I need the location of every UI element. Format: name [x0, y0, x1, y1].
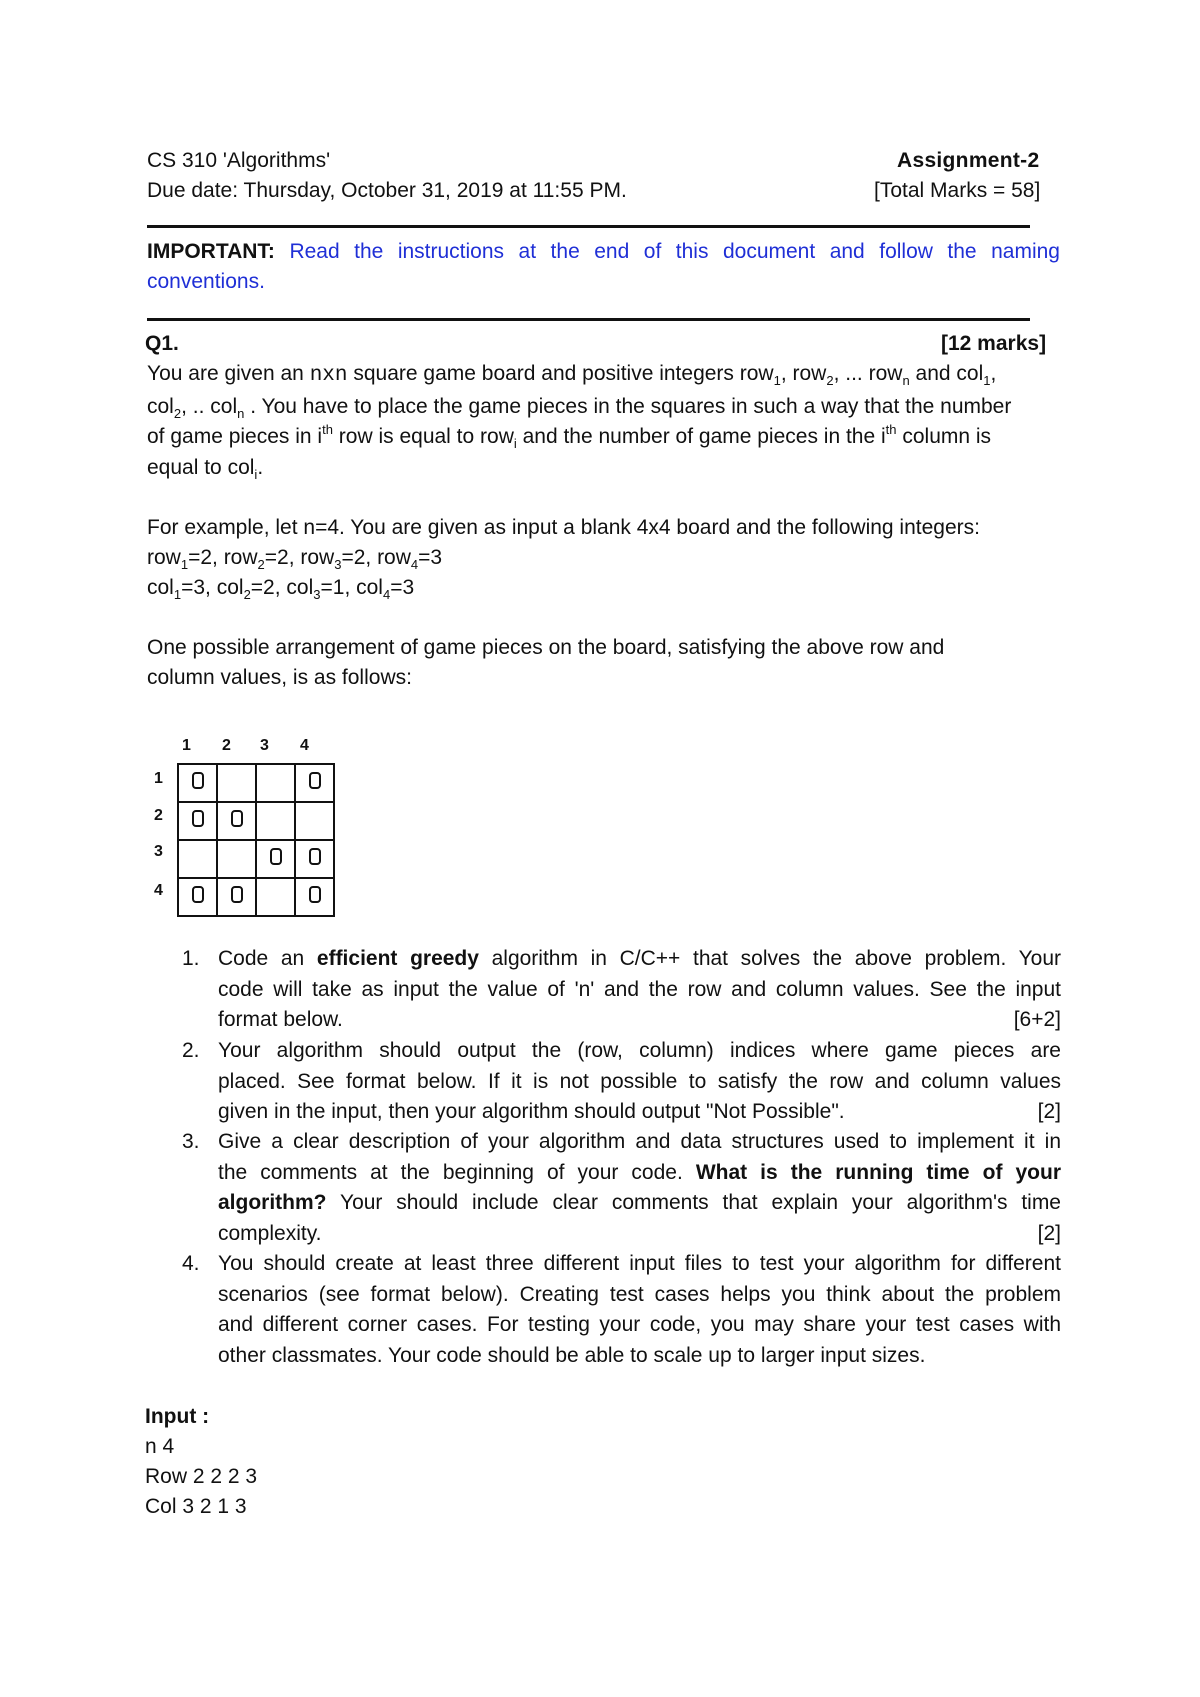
game-piece-icon: [270, 848, 282, 865]
game-piece-icon: [309, 848, 321, 865]
board-cell: [295, 878, 334, 916]
board-cell: [256, 840, 295, 878]
input-n: n 4: [145, 1435, 175, 1458]
board-cell: [256, 802, 295, 840]
board-cell: [178, 878, 217, 916]
game-piece-icon: [231, 810, 243, 827]
task-marks: [2]: [1037, 1100, 1061, 1123]
assignment-title: Assignment-2: [897, 149, 1040, 172]
board-cell: [178, 802, 217, 840]
input-col: Col 3 2 1 3: [145, 1495, 247, 1518]
example-cols: col$_1$=3, col$_2$=2, col$_3$=1, col$_4$=3: [147, 576, 415, 602]
q1-marks: [12 marks]: [941, 332, 1047, 355]
arrangement-text-1: One possible arrangement of game pieces on the board, satisfying the above row and: [147, 636, 945, 659]
input-label: Input :: [145, 1405, 210, 1428]
board-row-header: 4: [154, 882, 163, 899]
board-row-header: 2: [154, 807, 163, 824]
board-cell: [295, 840, 334, 878]
input-row: Row 2 2 2 3: [145, 1465, 258, 1488]
task-number: 1.: [182, 947, 200, 970]
board-col-header: 4: [300, 737, 309, 754]
example-rows: row$_1$=2, row$_2$=2, row$_3$=2, row$_4$=3: [147, 546, 443, 572]
due-date: Due date: Thursday, October 31, 2019 at 11:55 PM.: [147, 179, 627, 202]
board-cell: [217, 840, 256, 878]
game-piece-icon: [309, 772, 321, 789]
board-row-header: 3: [154, 843, 163, 860]
divider-top: [147, 225, 1030, 228]
q1-title: Q1.: [145, 332, 179, 355]
game-piece-icon: [192, 886, 204, 903]
total-marks: [Total Marks = 58]: [874, 179, 1041, 202]
course-title: CS 310 'Algorithms': [147, 149, 331, 172]
example-intro: For example, let n=4. You are given as input a blank 4x4 board and the following integers:: [147, 516, 980, 539]
task-number: 4.: [182, 1252, 200, 1275]
board-col-header: 2: [222, 737, 231, 754]
board-cell: [295, 764, 334, 802]
task-number: 2.: [182, 1039, 200, 1062]
task-number: 3.: [182, 1130, 200, 1153]
task-marks: [6+2]: [1013, 1008, 1061, 1031]
board-col-header: 3: [260, 737, 269, 754]
important-notice: [147, 237, 1060, 267]
board-row: [178, 802, 334, 840]
board-cell: [256, 764, 295, 802]
board-cell: [178, 840, 217, 878]
board-cell: [217, 802, 256, 840]
game-piece-icon: [192, 772, 204, 789]
task-marks: [2]: [1037, 1221, 1061, 1245]
board-row: [178, 840, 334, 878]
game-piece-icon: [231, 886, 243, 903]
board-row: [178, 764, 334, 802]
board-cell: [295, 802, 334, 840]
board-cell: [217, 878, 256, 916]
board-row: [178, 878, 334, 916]
board-cell: [178, 764, 217, 802]
important-text-1: Read the instructions at the end of this document and follow the naming: [289, 240, 1060, 263]
game-piece-icon: [192, 810, 204, 827]
game-piece-icon: [309, 886, 321, 903]
board-cell: [256, 878, 295, 916]
q1-statement: You are given an nxn square game board and positive integers row$_1$, row$_2$, ... row$_n$ and col$_1$, col$_2$, .. col$_n$ . You have to place the game pieces in the squares in such a way that the number of game pieces in $i^{th}$ row is equal to row$_i$ and the number of game pieces in the $i^{th}$ column is equal to col$_i$.: [147, 362, 1012, 482]
board-cell: [217, 764, 256, 802]
arrangement-text-2: column values, is as follows:: [147, 666, 412, 689]
board-col-header: 1: [182, 737, 191, 754]
game-board: [177, 763, 335, 917]
board-row-header: 1: [154, 770, 163, 787]
divider-bottom: [147, 318, 1030, 321]
important-label: IMPORTANT:: [147, 240, 275, 263]
important-text-2: conventions.: [147, 270, 265, 293]
